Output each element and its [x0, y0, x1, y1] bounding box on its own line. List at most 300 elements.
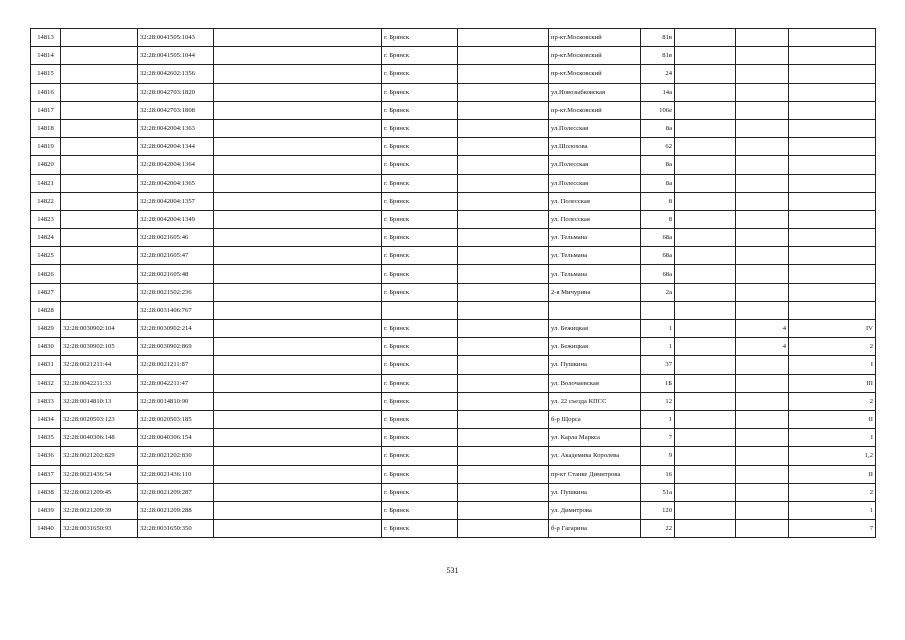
record-number-cell: 14818 — [31, 119, 61, 137]
city-cell: г. Брянск — [382, 501, 458, 519]
old-cadastral-number-cell: 32:28:0014810:13 — [61, 392, 138, 410]
record-number-cell: 14837 — [31, 465, 61, 483]
settlement-cell — [458, 483, 549, 501]
table-row — [31, 320, 876, 338]
table-row — [31, 429, 876, 447]
building-cell — [675, 192, 736, 210]
house-number-cell: 1 — [641, 338, 675, 356]
city-cell: г. Брянск — [382, 229, 458, 247]
floor-cell — [736, 156, 789, 174]
settlement-cell — [458, 174, 549, 192]
object-name-cell — [214, 392, 382, 410]
room-cell — [789, 29, 876, 47]
house-number-cell: 120 — [641, 501, 675, 519]
old-cadastral-number-cell: 32:28:0021211:44 — [61, 356, 138, 374]
object-name-cell — [214, 447, 382, 465]
settlement-cell — [458, 101, 549, 119]
old-cadastral-number-cell — [61, 47, 138, 65]
room-cell — [789, 247, 876, 265]
house-number-cell: 14а — [641, 83, 675, 101]
registry-table — [30, 28, 876, 538]
city-cell: г. Брянск — [382, 338, 458, 356]
city-cell: г. Брянск — [382, 283, 458, 301]
settlement-cell — [458, 192, 549, 210]
building-cell — [675, 119, 736, 137]
floor-cell — [736, 283, 789, 301]
cadastral-number-cell: 32:28:0042004:1365 — [138, 174, 214, 192]
house-number-cell: 1Б — [641, 374, 675, 392]
floor-cell — [736, 247, 789, 265]
old-cadastral-number-cell — [61, 301, 138, 319]
street-cell: ул. Бежицкая — [549, 338, 641, 356]
table-row — [31, 156, 876, 174]
room-cell — [789, 265, 876, 283]
street-cell: ул. Тельмана — [549, 229, 641, 247]
object-name-cell — [214, 210, 382, 228]
record-number-cell: 14830 — [31, 338, 61, 356]
settlement-cell — [458, 29, 549, 47]
street-cell — [549, 301, 641, 319]
record-number-cell: 14835 — [31, 429, 61, 447]
object-name-cell — [214, 338, 382, 356]
building-cell — [675, 29, 736, 47]
floor-cell — [736, 447, 789, 465]
floor-cell — [736, 192, 789, 210]
room-cell — [789, 119, 876, 137]
building-cell — [675, 501, 736, 519]
house-number-cell: 8 — [641, 192, 675, 210]
record-number-cell: 14833 — [31, 392, 61, 410]
house-number-cell — [641, 301, 675, 319]
settlement-cell — [458, 229, 549, 247]
room-cell: II — [789, 465, 876, 483]
room-cell: II — [789, 410, 876, 428]
table-row — [31, 83, 876, 101]
object-name-cell — [214, 265, 382, 283]
street-cell: ул. Волочаевская — [549, 374, 641, 392]
settlement-cell — [458, 210, 549, 228]
city-cell: г. Брянск — [382, 465, 458, 483]
table-row — [31, 520, 876, 538]
old-cadastral-number-cell: 32:28:0021202:829 — [61, 447, 138, 465]
settlement-cell — [458, 301, 549, 319]
house-number-cell: 62 — [641, 138, 675, 156]
table-row — [31, 501, 876, 519]
record-number-cell: 14815 — [31, 65, 61, 83]
record-number-cell: 14832 — [31, 374, 61, 392]
cadastral-number-cell: 32:28:0021605:46 — [138, 229, 214, 247]
table-row — [31, 483, 876, 501]
table-row — [31, 283, 876, 301]
house-number-cell: 8а — [641, 174, 675, 192]
room-cell — [789, 47, 876, 65]
room-cell — [789, 229, 876, 247]
floor-cell — [736, 374, 789, 392]
floor-cell — [736, 392, 789, 410]
building-cell — [675, 520, 736, 538]
room-cell — [789, 65, 876, 83]
floor-cell — [736, 101, 789, 119]
settlement-cell — [458, 374, 549, 392]
settlement-cell — [458, 283, 549, 301]
record-number-cell: 14829 — [31, 320, 61, 338]
table-row — [31, 301, 876, 319]
city-cell: г. Брянск — [382, 410, 458, 428]
cadastral-number-cell: 32:28:0042004:1349 — [138, 210, 214, 228]
object-name-cell — [214, 101, 382, 119]
city-cell: г. Брянск — [382, 247, 458, 265]
cadastral-number-cell: 32:28:0020503:185 — [138, 410, 214, 428]
settlement-cell — [458, 119, 549, 137]
room-cell — [789, 83, 876, 101]
old-cadastral-number-cell — [61, 138, 138, 156]
cadastral-number-cell: 32:28:0021202:830 — [138, 447, 214, 465]
room-cell — [789, 301, 876, 319]
object-name-cell — [214, 520, 382, 538]
cadastral-number-cell: 32:28:0021209:288 — [138, 501, 214, 519]
street-cell: ул. Полесская — [549, 192, 641, 210]
street-cell: ул. 22 съезда КПСС — [549, 392, 641, 410]
house-number-cell: 8 — [641, 210, 675, 228]
table-row — [31, 447, 876, 465]
city-cell: г. Брянск — [382, 192, 458, 210]
street-cell: ул.Полесская — [549, 156, 641, 174]
old-cadastral-number-cell — [61, 156, 138, 174]
room-cell: 7 — [789, 520, 876, 538]
table-row — [31, 138, 876, 156]
table-row — [31, 192, 876, 210]
house-number-cell: 68а — [641, 247, 675, 265]
table-row — [31, 356, 876, 374]
object-name-cell — [214, 283, 382, 301]
cadastral-number-cell: 32:28:0014810:90 — [138, 392, 214, 410]
room-cell: IV — [789, 320, 876, 338]
cadastral-number-cell: 32:28:0042004:1357 — [138, 192, 214, 210]
old-cadastral-number-cell: 32:28:0021209:39 — [61, 501, 138, 519]
cadastral-number-cell: 32:28:0030902:869 — [138, 338, 214, 356]
object-name-cell — [214, 465, 382, 483]
street-cell: ул. Пушкина — [549, 356, 641, 374]
table-row — [31, 392, 876, 410]
room-cell — [789, 138, 876, 156]
cadastral-number-cell: 32:28:0042602:1356 — [138, 65, 214, 83]
city-cell: г. Брянск — [382, 483, 458, 501]
record-number-cell: 14821 — [31, 174, 61, 192]
cadastral-number-cell: 32:28:0042703:1820 — [138, 83, 214, 101]
settlement-cell — [458, 520, 549, 538]
record-number-cell: 14827 — [31, 283, 61, 301]
room-cell — [789, 283, 876, 301]
cadastral-number-cell: 32:28:0021502:236 — [138, 283, 214, 301]
house-number-cell: 1 — [641, 410, 675, 428]
old-cadastral-number-cell: 32:28:0030902:104 — [61, 320, 138, 338]
street-cell: ул.Шолохова — [549, 138, 641, 156]
city-cell: г. Брянск — [382, 356, 458, 374]
old-cadastral-number-cell — [61, 101, 138, 119]
house-number-cell: 22 — [641, 520, 675, 538]
city-cell — [382, 301, 458, 319]
building-cell — [675, 47, 736, 65]
record-number-cell: 14828 — [31, 301, 61, 319]
table-row — [31, 47, 876, 65]
registry-table-body — [31, 29, 876, 538]
object-name-cell — [214, 174, 382, 192]
room-cell: 2 — [789, 392, 876, 410]
settlement-cell — [458, 356, 549, 374]
street-cell: ул. Полесская — [549, 210, 641, 228]
house-number-cell: 68а — [641, 265, 675, 283]
cadastral-number-cell: 32:28:0042211:47 — [138, 374, 214, 392]
building-cell — [675, 156, 736, 174]
building-cell — [675, 410, 736, 428]
street-cell: ул.Полесская — [549, 119, 641, 137]
settlement-cell — [458, 247, 549, 265]
house-number-cell: 7 — [641, 429, 675, 447]
settlement-cell — [458, 65, 549, 83]
city-cell: г. Брянск — [382, 119, 458, 137]
city-cell: г. Брянск — [382, 392, 458, 410]
street-cell: пр-кт.Московский — [549, 47, 641, 65]
cadastral-number-cell: 32:28:0021211:87 — [138, 356, 214, 374]
table-row — [31, 265, 876, 283]
cadastral-number-cell: 32:28:0041505:1044 — [138, 47, 214, 65]
city-cell: г. Брянск — [382, 520, 458, 538]
object-name-cell — [214, 501, 382, 519]
old-cadastral-number-cell — [61, 192, 138, 210]
record-number-cell: 14814 — [31, 47, 61, 65]
old-cadastral-number-cell: 32:28:0030902:105 — [61, 338, 138, 356]
table-row — [31, 29, 876, 47]
object-name-cell — [214, 301, 382, 319]
house-number-cell: 68а — [641, 229, 675, 247]
old-cadastral-number-cell: 32:28:0021209:45 — [61, 483, 138, 501]
street-cell: ул. Тельмана — [549, 247, 641, 265]
old-cadastral-number-cell — [61, 265, 138, 283]
street-cell: пр-кт.Московский — [549, 65, 641, 83]
street-cell: пр-кт Станке Димитрова — [549, 465, 641, 483]
record-number-cell: 14820 — [31, 156, 61, 174]
room-cell — [789, 101, 876, 119]
settlement-cell — [458, 429, 549, 447]
old-cadastral-number-cell — [61, 229, 138, 247]
building-cell — [675, 210, 736, 228]
floor-cell — [736, 483, 789, 501]
table-row — [31, 410, 876, 428]
house-number-cell: 1 — [641, 320, 675, 338]
cadastral-number-cell: 32:28:0031650:350 — [138, 520, 214, 538]
object-name-cell — [214, 29, 382, 47]
cadastral-number-cell: 32:28:0042004:1363 — [138, 119, 214, 137]
house-number-cell: 9 — [641, 447, 675, 465]
street-cell: пр-кт.Московский — [549, 101, 641, 119]
street-cell: б-р Гагарина — [549, 520, 641, 538]
cadastral-number-cell: 32:28:0042004:1344 — [138, 138, 214, 156]
room-cell — [789, 156, 876, 174]
room-cell — [789, 174, 876, 192]
street-cell: ул. Пушкина — [549, 483, 641, 501]
house-number-cell: 81в — [641, 47, 675, 65]
old-cadastral-number-cell: 32:28:0021436:54 — [61, 465, 138, 483]
floor-cell — [736, 301, 789, 319]
floor-cell — [736, 429, 789, 447]
cadastral-number-cell: 32:28:0021209:287 — [138, 483, 214, 501]
cadastral-number-cell: 32:28:0042004:1364 — [138, 156, 214, 174]
settlement-cell — [458, 501, 549, 519]
building-cell — [675, 138, 736, 156]
city-cell: г. Брянск — [382, 138, 458, 156]
object-name-cell — [214, 192, 382, 210]
building-cell — [675, 283, 736, 301]
house-number-cell: 37 — [641, 356, 675, 374]
record-number-cell: 14823 — [31, 210, 61, 228]
object-name-cell — [214, 156, 382, 174]
settlement-cell — [458, 465, 549, 483]
city-cell: г. Брянск — [382, 210, 458, 228]
building-cell — [675, 101, 736, 119]
room-cell — [789, 192, 876, 210]
building-cell — [675, 247, 736, 265]
object-name-cell — [214, 65, 382, 83]
cadastral-number-cell: 32:28:0021436:110 — [138, 465, 214, 483]
floor-cell — [736, 465, 789, 483]
street-cell: ул. Тельмана — [549, 265, 641, 283]
building-cell — [675, 174, 736, 192]
city-cell: г. Брянск — [382, 447, 458, 465]
room-cell: I — [789, 356, 876, 374]
floor-cell — [736, 83, 789, 101]
old-cadastral-number-cell: 32:28:0040306:148 — [61, 429, 138, 447]
street-cell: ул. Академика Королева — [549, 447, 641, 465]
city-cell: г. Брянск — [382, 174, 458, 192]
object-name-cell — [214, 247, 382, 265]
city-cell: г. Брянск — [382, 156, 458, 174]
building-cell — [675, 429, 736, 447]
street-cell: ул. Бежицкая — [549, 320, 641, 338]
house-number-cell: 2а — [641, 283, 675, 301]
floor-cell — [736, 65, 789, 83]
table-row — [31, 65, 876, 83]
street-cell: пр-кт.Московский — [549, 29, 641, 47]
floor-cell — [736, 501, 789, 519]
table-row — [31, 229, 876, 247]
old-cadastral-number-cell: 32:28:0031650:93 — [61, 520, 138, 538]
old-cadastral-number-cell: 32:28:0020503:123 — [61, 410, 138, 428]
old-cadastral-number-cell — [61, 83, 138, 101]
record-number-cell: 14834 — [31, 410, 61, 428]
record-number-cell: 14826 — [31, 265, 61, 283]
record-number-cell: 14839 — [31, 501, 61, 519]
settlement-cell — [458, 338, 549, 356]
city-cell: г. Брянск — [382, 429, 458, 447]
old-cadastral-number-cell — [61, 283, 138, 301]
cadastral-number-cell: 32:28:0041505:1043 — [138, 29, 214, 47]
street-cell: ул.Полесская — [549, 174, 641, 192]
settlement-cell — [458, 156, 549, 174]
house-number-cell: 16 — [641, 465, 675, 483]
cadastral-number-cell: 32:28:0042703:1808 — [138, 101, 214, 119]
floor-cell — [736, 174, 789, 192]
record-number-cell: 14825 — [31, 247, 61, 265]
cadastral-number-cell: 32:28:0021605:48 — [138, 265, 214, 283]
object-name-cell — [214, 483, 382, 501]
floor-cell — [736, 410, 789, 428]
record-number-cell: 14840 — [31, 520, 61, 538]
house-number-cell: 8а — [641, 156, 675, 174]
floor-cell — [736, 229, 789, 247]
floor-cell — [736, 47, 789, 65]
building-cell — [675, 338, 736, 356]
object-name-cell — [214, 356, 382, 374]
floor-cell — [736, 29, 789, 47]
house-number-cell: 106е — [641, 101, 675, 119]
city-cell: г. Брянск — [382, 320, 458, 338]
room-cell: 2 — [789, 338, 876, 356]
room-cell: 1 — [789, 501, 876, 519]
street-cell: 2-я Мичурина — [549, 283, 641, 301]
building-cell — [675, 83, 736, 101]
building-cell — [675, 229, 736, 247]
building-cell — [675, 356, 736, 374]
floor-cell: 4 — [736, 320, 789, 338]
room-cell: 1,2 — [789, 447, 876, 465]
city-cell: г. Брянск — [382, 29, 458, 47]
record-number-cell: 14831 — [31, 356, 61, 374]
floor-cell: 4 — [736, 338, 789, 356]
record-number-cell: 14822 — [31, 192, 61, 210]
table-row — [31, 374, 876, 392]
building-cell — [675, 320, 736, 338]
record-number-cell: 14817 — [31, 101, 61, 119]
record-number-cell: 14813 — [31, 29, 61, 47]
object-name-cell — [214, 429, 382, 447]
building-cell — [675, 265, 736, 283]
cadastral-number-cell: 32:28:0031406:767 — [138, 301, 214, 319]
settlement-cell — [458, 447, 549, 465]
table-row — [31, 101, 876, 119]
record-number-cell: 14824 — [31, 229, 61, 247]
old-cadastral-number-cell: 32:28:0042211:33 — [61, 374, 138, 392]
building-cell — [675, 65, 736, 83]
table-row — [31, 210, 876, 228]
floor-cell — [736, 265, 789, 283]
old-cadastral-number-cell — [61, 174, 138, 192]
table-row — [31, 247, 876, 265]
building-cell — [675, 483, 736, 501]
object-name-cell — [214, 229, 382, 247]
house-number-cell: 81в — [641, 29, 675, 47]
floor-cell — [736, 210, 789, 228]
object-name-cell — [214, 138, 382, 156]
object-name-cell — [214, 374, 382, 392]
table-row — [31, 174, 876, 192]
table-row — [31, 465, 876, 483]
house-number-cell: 24 — [641, 65, 675, 83]
old-cadastral-number-cell — [61, 247, 138, 265]
city-cell: г. Брянск — [382, 101, 458, 119]
settlement-cell — [458, 265, 549, 283]
room-cell: 2 — [789, 483, 876, 501]
settlement-cell — [458, 320, 549, 338]
street-cell: ул.Новозыбковская — [549, 83, 641, 101]
old-cadastral-number-cell — [61, 119, 138, 137]
street-cell: ул. Димитрова — [549, 501, 641, 519]
settlement-cell — [458, 392, 549, 410]
object-name-cell — [214, 410, 382, 428]
table-row — [31, 338, 876, 356]
settlement-cell — [458, 83, 549, 101]
building-cell — [675, 392, 736, 410]
street-cell: б-р Щорса — [549, 410, 641, 428]
